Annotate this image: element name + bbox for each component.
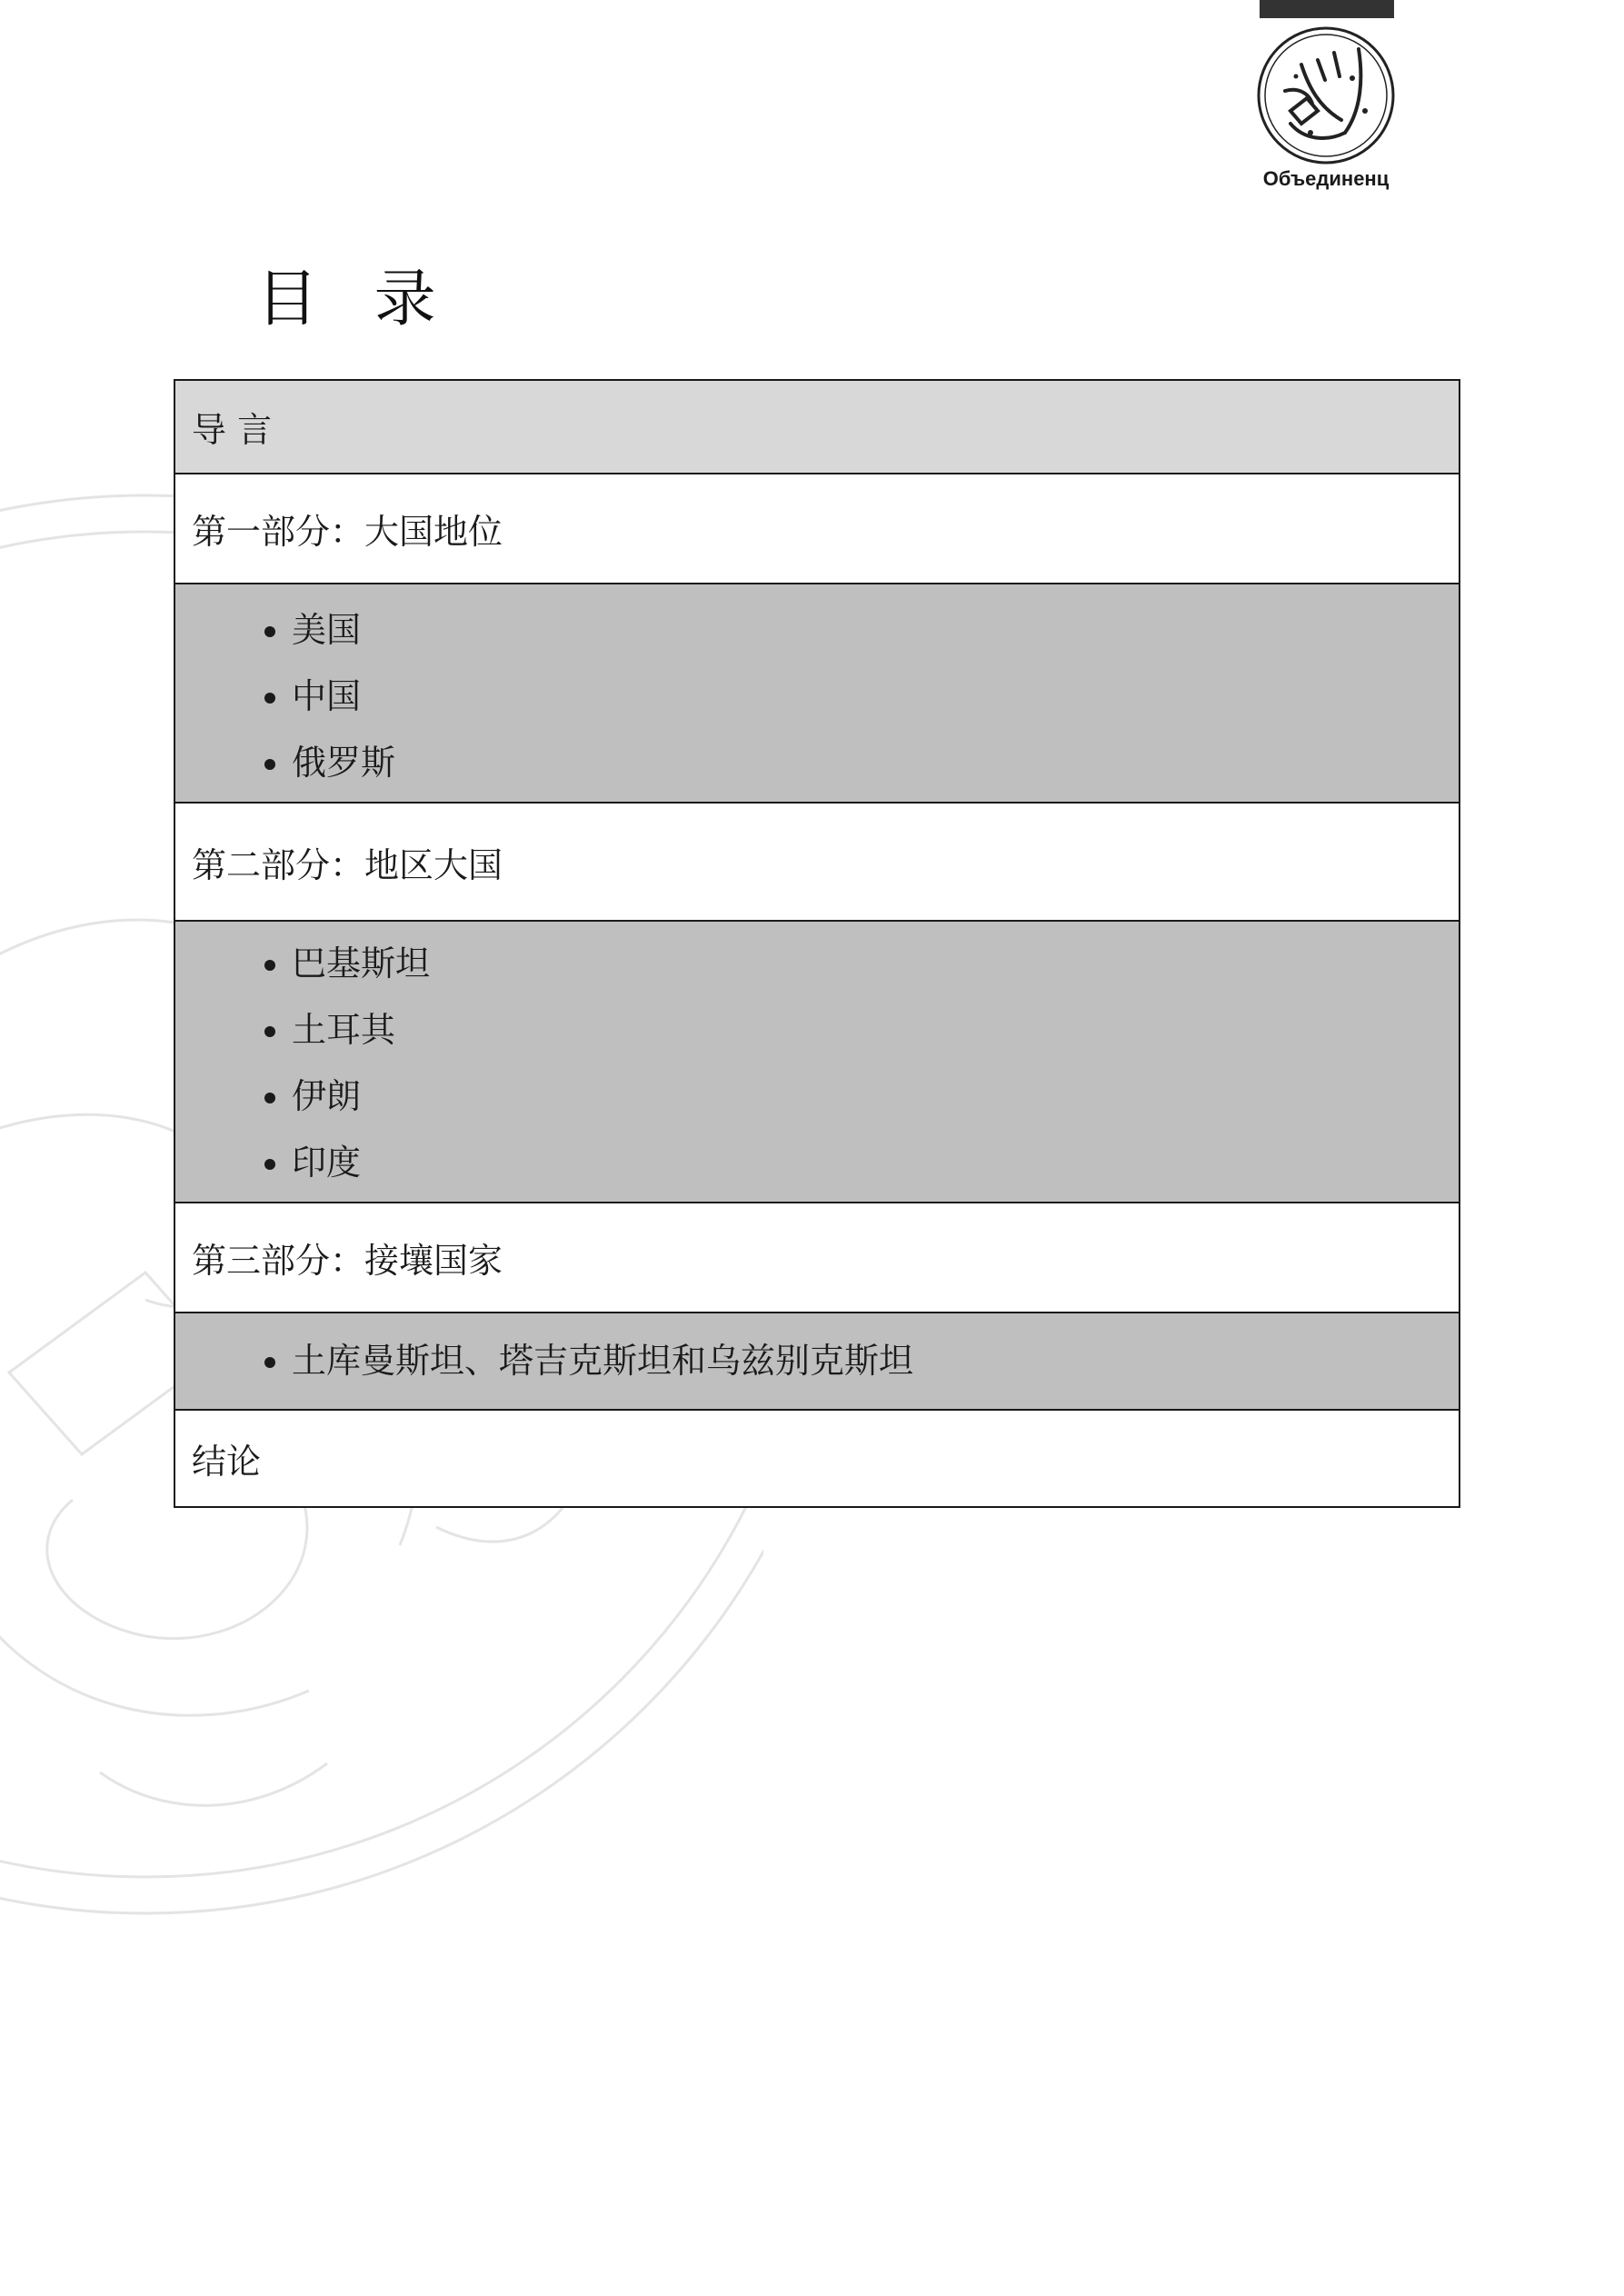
toc-part1-title: 第一部分：大国地位 [174,474,1460,584]
toc-item-usa: • 美国 [292,597,1459,664]
toc-row-conclusion [174,1410,1460,1507]
calligraphy-seal-icon [1254,24,1398,167]
toc-table [174,379,1460,1508]
toc-part3-list [192,1328,1459,1394]
toc-row-part2-items [174,921,1460,1203]
toc-item-pakistan: • 巴基斯坦 [292,931,1459,997]
toc-row-part1-items [174,584,1460,803]
toc-part2-list [192,931,1459,1196]
toc-part2-items-cell [174,921,1460,1203]
toc-part3-title: 第三部分：接壤国家 [174,1203,1460,1313]
toc-part1-list [192,597,1459,796]
toc-part3-items-cell [174,1313,1460,1410]
toc-introduction-label: 导 言 [174,380,1460,474]
toc-row-introduction [174,380,1460,474]
page-title: 目 录 [256,264,454,335]
logo [1250,0,1396,195]
logo-bar [1260,0,1394,18]
toc-part1-items-cell [174,584,1460,803]
toc-item-iran: • 伊朗 [292,1063,1459,1130]
toc-row-part2 [174,803,1460,921]
toc-item-russia: • 俄罗斯 [292,730,1459,796]
toc-row-part3-items [174,1313,1460,1410]
toc-row-part1 [174,474,1460,584]
toc-part2-title: 第二部分：地区大国 [174,803,1460,921]
toc-item-china: • 中国 [292,664,1459,730]
logo-caption: Объединенц [1262,167,1390,190]
toc-conclusion-label: 结论 [174,1410,1460,1507]
toc-item-central-asia: • 土库曼斯坦、塔吉克斯坦和乌兹别克斯坦 [292,1328,1459,1394]
toc-item-india: • 印度 [292,1130,1459,1196]
toc-row-part3 [174,1203,1460,1313]
toc-item-turkey: • 土耳其 [292,997,1459,1063]
